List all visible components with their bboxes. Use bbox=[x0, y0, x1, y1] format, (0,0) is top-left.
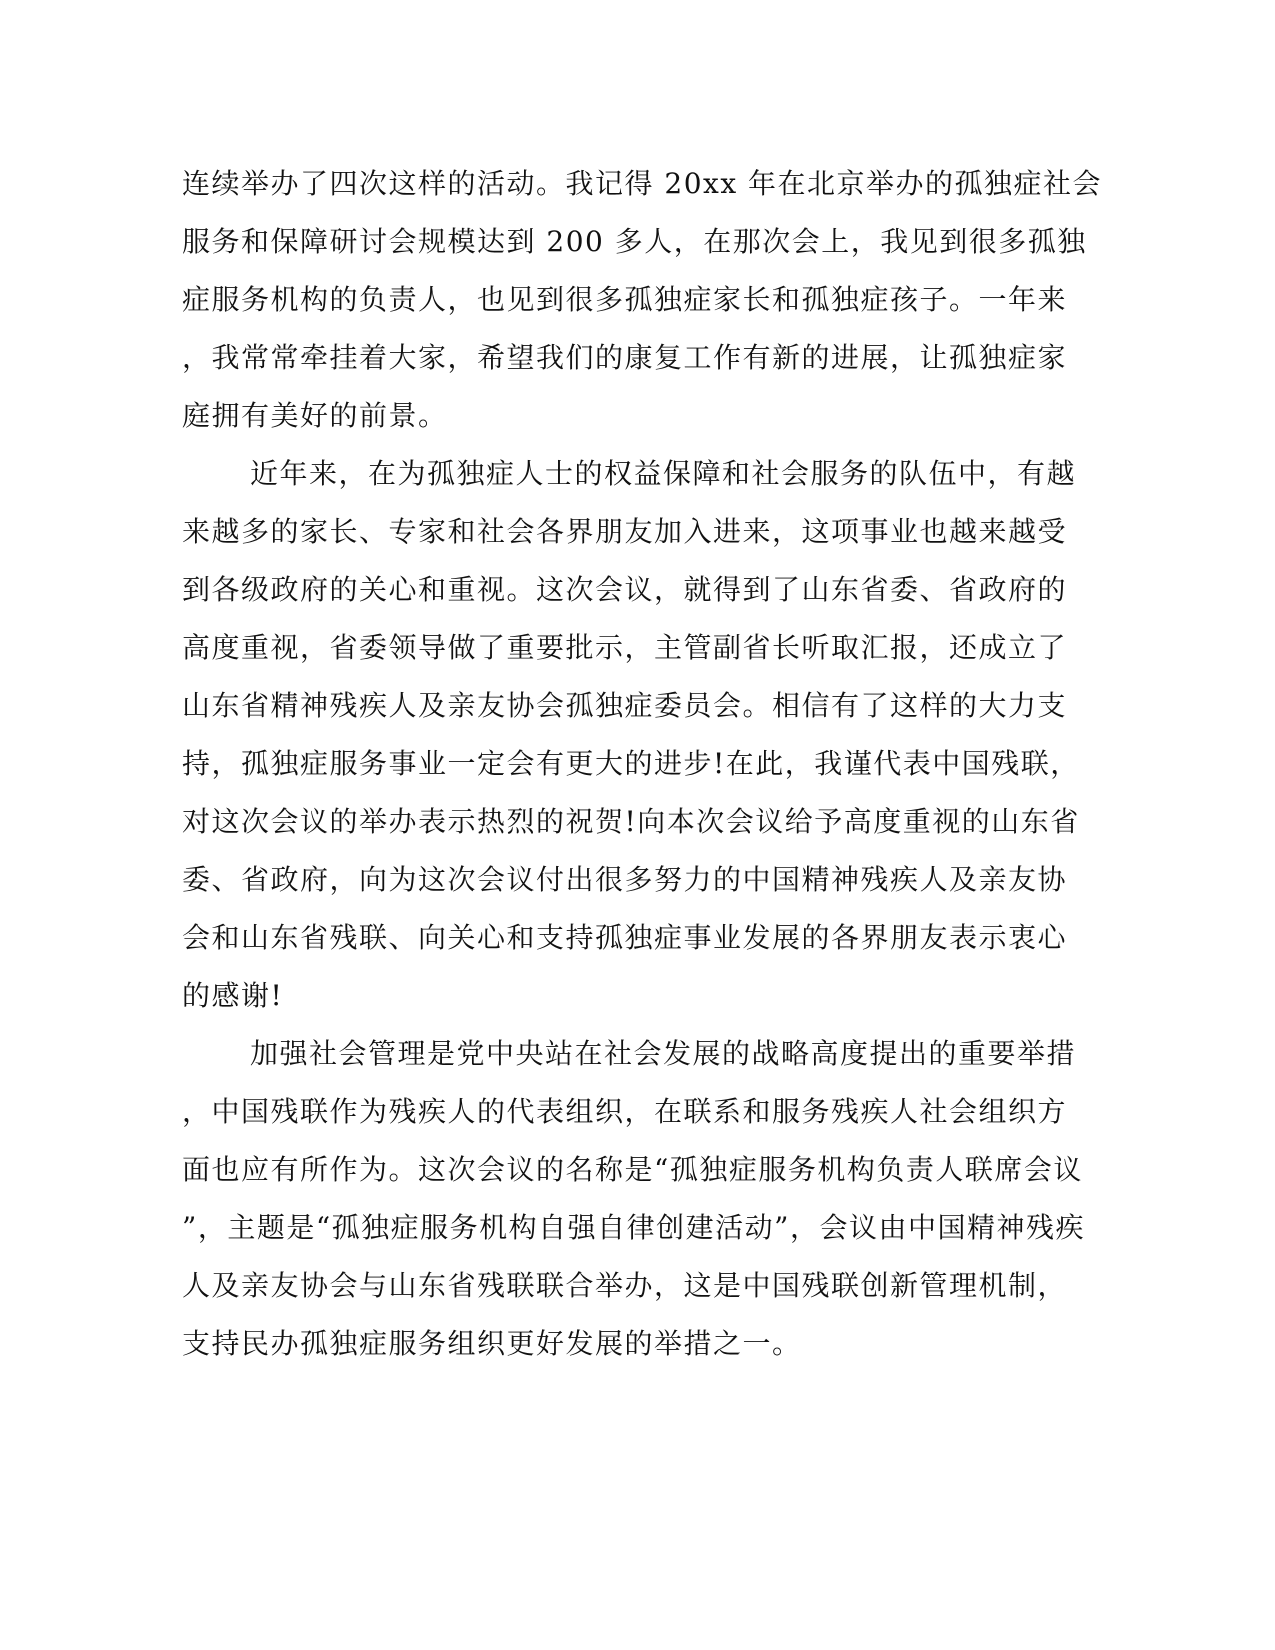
text-line: 的感谢! bbox=[182, 979, 284, 1012]
text-line: 山东省精神残疾人及亲友协会孤独症委员会。相信有了这样的大力支 bbox=[182, 689, 1068, 722]
text-line: 面也应有所作为。这次会议的名称是“孤独症服务机构负责人联席会议 bbox=[182, 1153, 1083, 1186]
paragraph-1 bbox=[182, 155, 1103, 445]
text-line: 症服务机构的负责人，也见到很多孤独症家长和孤独症孩子。一年来 bbox=[182, 283, 1068, 316]
text-line: 到各级政府的关心和重视。这次会议，就得到了山东省委、省政府的 bbox=[182, 573, 1068, 606]
text-line: 人及亲友协会与山东省残联联合举办，这是中国残联创新管理机制， bbox=[182, 1269, 1068, 1302]
text-line: 庭拥有美好的前景。 bbox=[182, 399, 448, 432]
text-line: 委、省政府，向为这次会议付出很多努力的中国精神残疾人及亲友协 bbox=[182, 863, 1068, 896]
text-line: ，我常常牵挂着大家，希望我们的康复工作有新的进展，让孤独症家 bbox=[182, 341, 1068, 374]
text-line: 会和山东省残联、向关心和支持孤独症事业发展的各界朋友表示衷心 bbox=[182, 921, 1068, 954]
paragraph-3 bbox=[182, 1025, 1085, 1373]
text-line: ”，主题是“孤独症服务机构自强自律创建活动”，会议由中国精神残疾 bbox=[182, 1211, 1085, 1244]
text-line: 服务和保障研讨会规模达到 200 多人，在那次会上，我见到很多孤独 bbox=[182, 225, 1087, 258]
text-line: ，中国残联作为残疾人的代表组织，在联系和服务残疾人社会组织方 bbox=[182, 1095, 1068, 1128]
text-line: 加强社会管理是党中央站在社会发展的战略高度提出的重要举措 bbox=[250, 1037, 1077, 1070]
text-line: 对这次会议的举办表示热烈的祝贺!向本次会议给予高度重视的山东省 bbox=[182, 805, 1080, 838]
text-line: 持，孤独症服务事业一定会有更大的进步!在此，我谨代表中国残联， bbox=[182, 747, 1080, 780]
text-line: 连续举办了四次这样的活动。我记得 20xx 年在北京举办的孤独症社会 bbox=[182, 167, 1103, 200]
paragraph-2 bbox=[182, 445, 1080, 1025]
text-line: 近年来，在为孤独症人士的权益保障和社会服务的队伍中，有越 bbox=[250, 457, 1077, 490]
text-line: 来越多的家长、专家和社会各界朋友加入进来，这项事业也越来越受 bbox=[182, 515, 1068, 548]
text-line: 高度重视，省委领导做了重要批示，主管副省长听取汇报，还成立了 bbox=[182, 631, 1068, 664]
document-body bbox=[182, 155, 1103, 1373]
text-line: 支持民办孤独症服务组织更好发展的举措之一。 bbox=[182, 1327, 802, 1360]
